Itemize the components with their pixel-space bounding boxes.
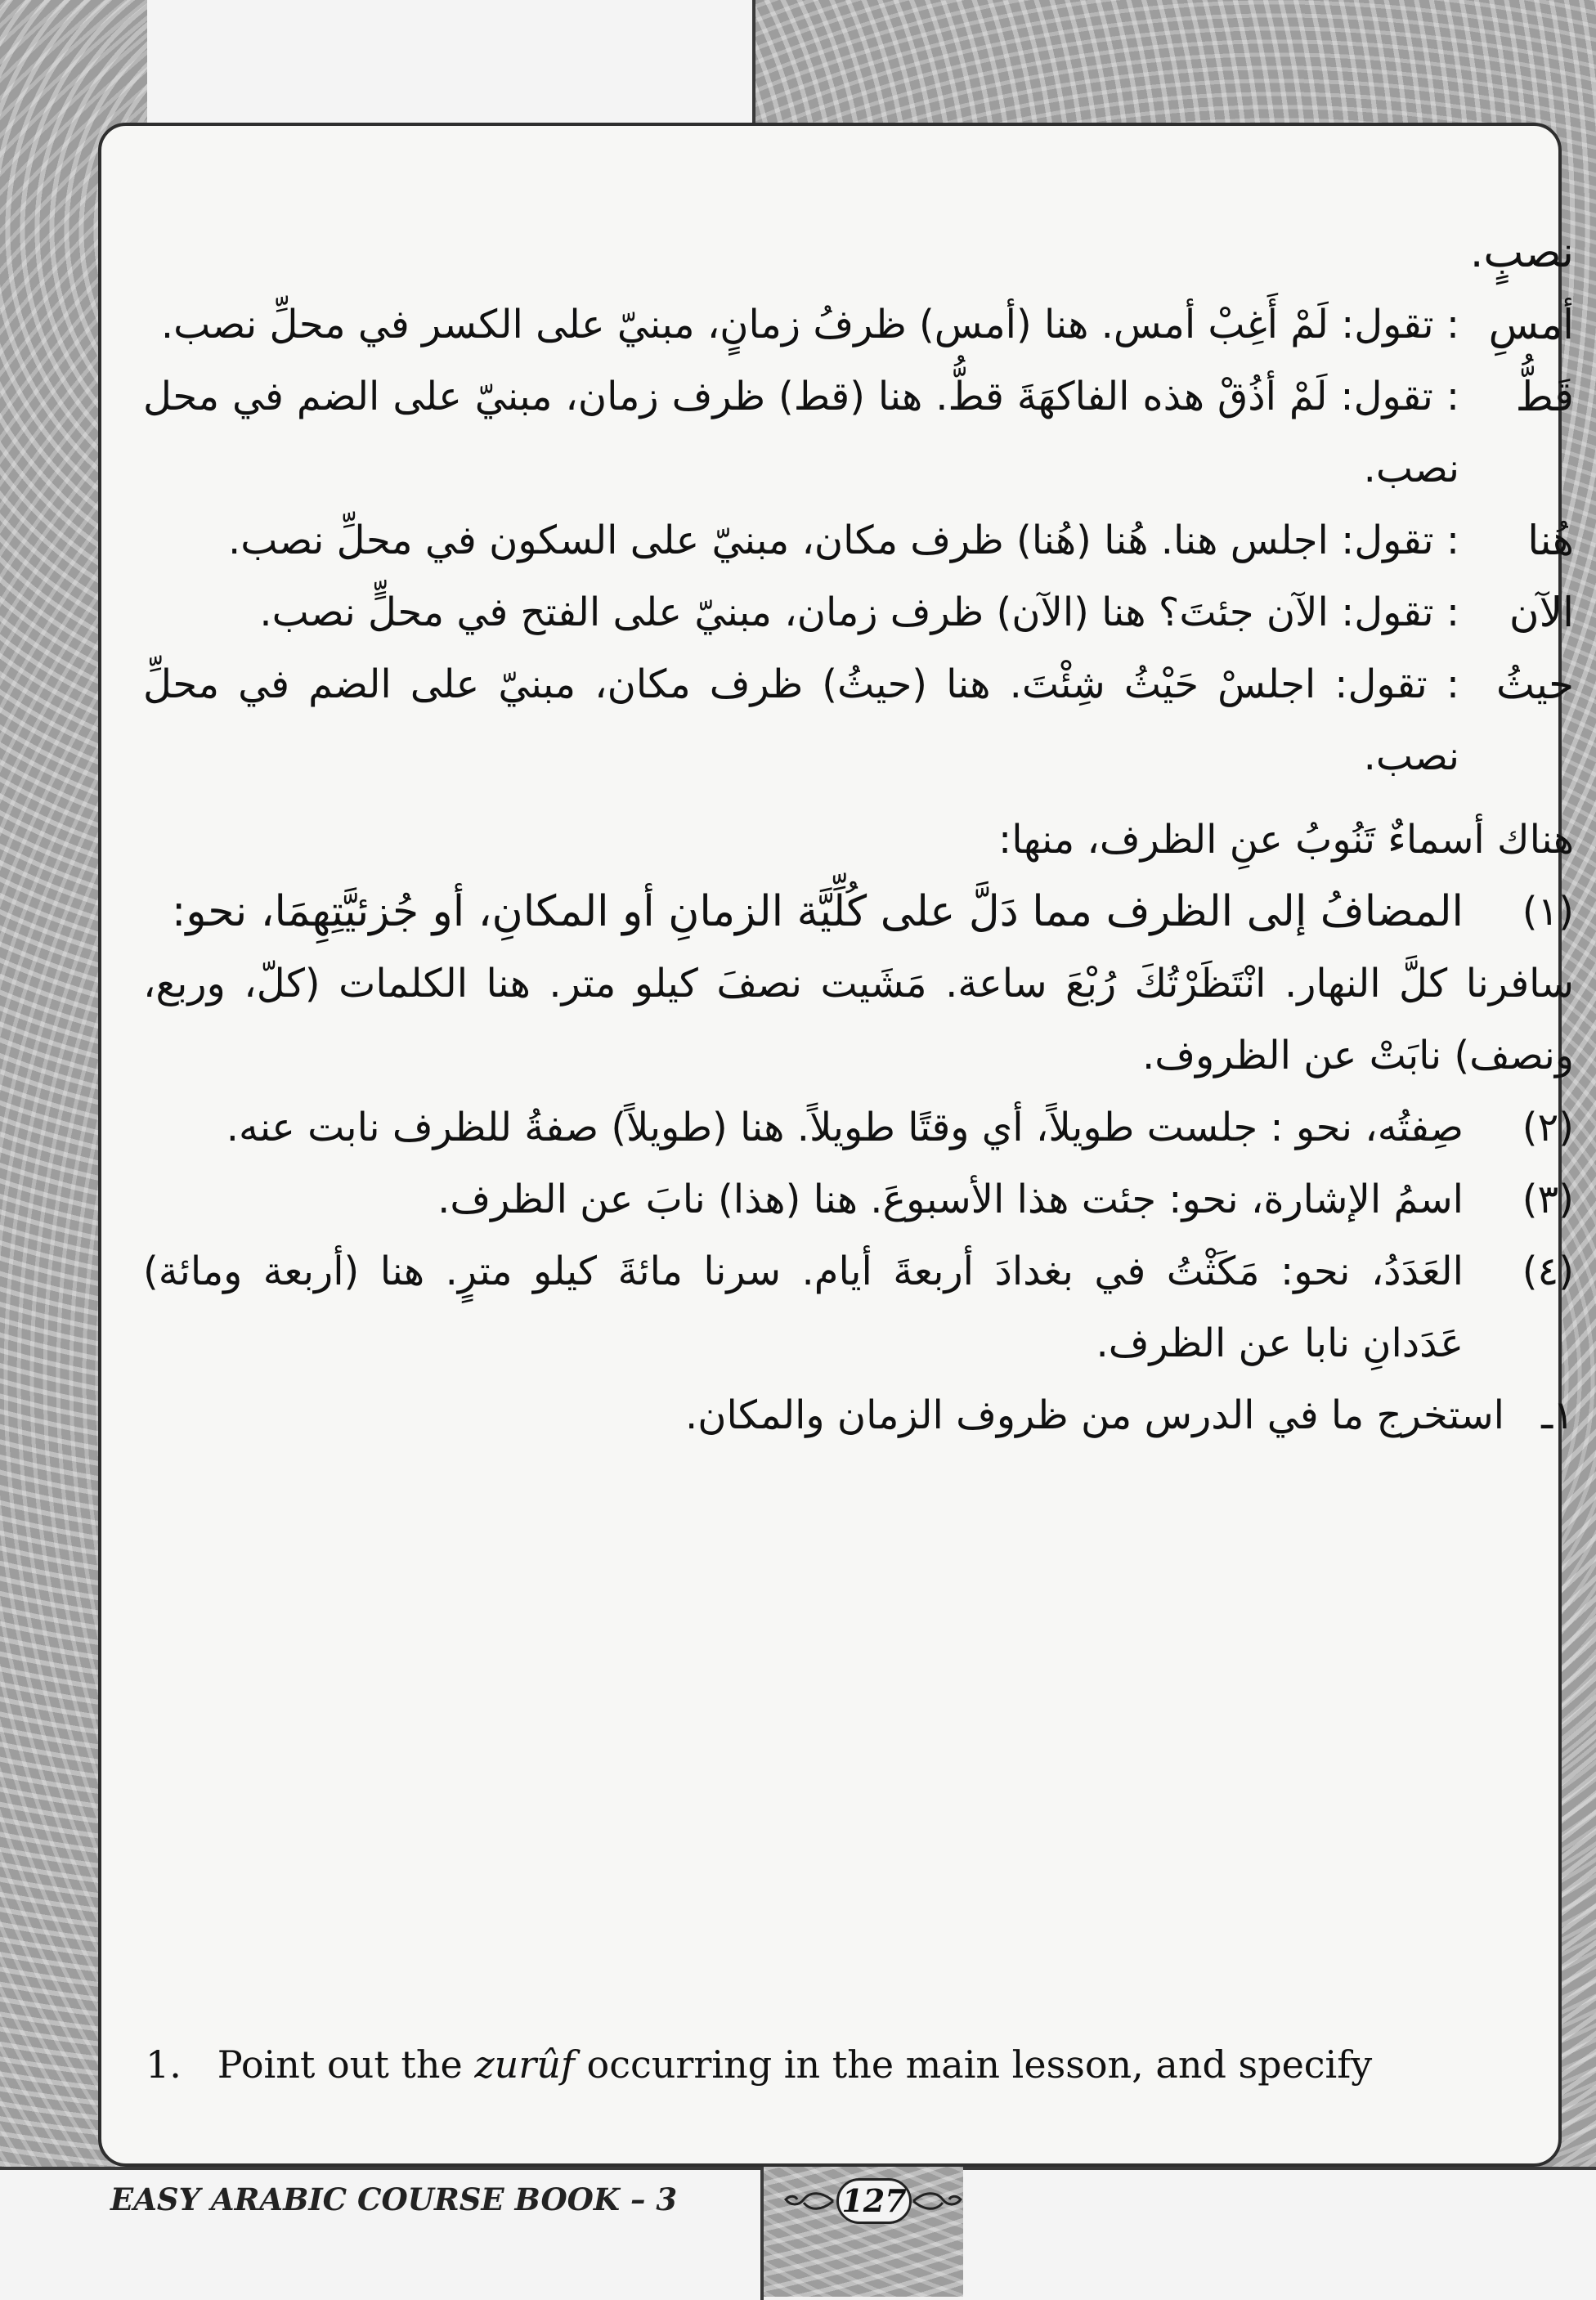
entry-alaan: [143, 576, 1574, 648]
top-tab-panel: [147, 0, 755, 126]
list-number: (١): [1522, 889, 1574, 935]
entry-ams: [143, 289, 1574, 361]
entry-qattu: [143, 361, 1574, 504]
exercise-text-start: Point out the: [217, 2042, 475, 2087]
list-item-4: [143, 1235, 1574, 1379]
example-paragraph: سافرنا كلَّ النهار. انْتَظَرْتُكَ رُبْعَ ساعة. مَشَيت نصفَ كيلو متر. هنا الكلمات (كلّ، وربع، ونصف) نابَتْ عن الظروف.: [143, 961, 1574, 1078]
exercise-number: 1.: [146, 2042, 182, 2087]
flourish-left-icon: [781, 2190, 835, 2213]
book-title: EASY ARABIC COURSE BOOK – 3: [110, 2181, 678, 2217]
page-number-ornament: [781, 2177, 965, 2227]
entry-haythu: [143, 648, 1574, 792]
exercise-term-italic: zurûf: [474, 2042, 575, 2087]
entry-text: : تقول: لَمْ أذُقْ هذه الفاكهَةَ قطُّ. هنا (قط) ظرف زمان، مبنيّ على الضم في محل نصب.: [143, 374, 1459, 491]
list-number: (٣): [1522, 1177, 1574, 1222]
flourish-right-icon: [912, 2190, 966, 2213]
exercise-number: ١ـ: [1541, 1392, 1574, 1438]
entry-term: الآن: [1509, 589, 1574, 636]
exercise-text-end: occurring in the main lesson, and specify: [574, 2042, 1373, 2087]
page-number: 127: [836, 2178, 912, 2224]
entry-huna: [143, 504, 1574, 576]
list-text: المضافُ إلى الظرف مما دَلَّ على كُلِّيَّة الزمانِ أو المكانِ، أو جُزئيَّتِهِمَا، نحو:: [171, 887, 1464, 936]
entry-term: قَطُّ: [1515, 373, 1574, 420]
exercise-1-english: [146, 2032, 1568, 2097]
list-number: (٤): [1522, 1249, 1574, 1294]
section-intro: هناك أسماءٌ تَنُوبُ عنِ الظرف، منها:: [998, 817, 1574, 863]
list-text: صِفتُه، نحو : جلست طويلاً، أي وقتًا طويلاً. هنا (طويلاً) صفةُ للظرف نابت عنه.: [226, 1105, 1464, 1150]
arabic-content: [143, 217, 1574, 1451]
continued-line: نصبٍ.: [1469, 228, 1574, 277]
exercise-text: استخرج ما في الدرس من ظروف الزمان والمكان.: [685, 1392, 1504, 1438]
list-item-3: [143, 1163, 1574, 1235]
list-text: اسمُ الإشارة، نحو: جئت هذا الأسبوعَ. هنا (هذا) نابَ عن الظرف.: [437, 1177, 1464, 1222]
exercise-1-arabic: [143, 1379, 1574, 1451]
entry-text: : تقول: اجلسْ حَيْثُ شِئْتَ. هنا (حيثُ) ظرف مكان، مبنيّ على الضم في محلِّ نصب.: [143, 661, 1459, 779]
entry-term: أمسِ: [1488, 301, 1574, 348]
entry-text: : تقول: الآن جئتَ؟ هنا (الآن) ظرف زمان، مبنيّ على الفتح في محلٍّ نصب.: [259, 590, 1459, 635]
list-text: العَدَدُ، نحو: مَكَثْتُ في بغدادَ أربعةَ أيام. سرنا مائةَ كيلو مترٍ. هنا (أربعة ومائة) عَدَدانِ نابا عن الظرف.: [143, 1249, 1464, 1366]
entry-text: : تقول: لَمْ أَغِبْ أمس. هنا (أمس) ظرفُ زمانٍ، مبنيّ على الكسر في محلِّ نصب.: [160, 302, 1459, 347]
entry-term: حيثُ: [1495, 661, 1574, 708]
footer-right-panel: [963, 2167, 1596, 2300]
list-number: (٢): [1522, 1105, 1574, 1150]
entry-term: هُنا: [1527, 517, 1574, 564]
list-item-2: [143, 1092, 1574, 1163]
entry-text: : تقول: اجلس هنا. هُنا (هُنا) ظرف مكان، مبنيّ على السكون في محلِّ نصب.: [227, 518, 1459, 563]
list-item-1: [143, 876, 1574, 948]
